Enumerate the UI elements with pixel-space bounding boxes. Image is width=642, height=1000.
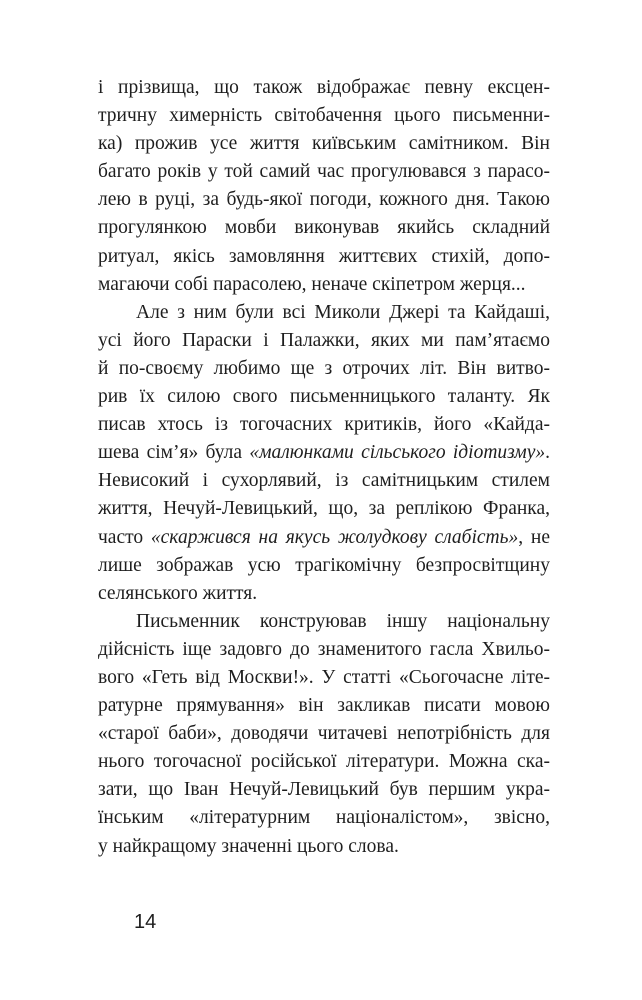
text-line	[98, 552, 550, 580]
paragraph	[98, 299, 550, 608]
text-line	[98, 130, 550, 158]
text-line	[98, 411, 550, 439]
text-line	[98, 636, 550, 664]
text-segment: ритуал, якісь замовляння життєвих стихій, допо-	[98, 245, 550, 267]
text-line	[98, 271, 550, 299]
text-segment: й по-своєму любимо ще з отрочих літ. Він витво-	[98, 357, 550, 379]
text-line	[98, 776, 550, 804]
text-segment: лею в руці, за будь-якої погоди, кожного дня. Такою	[98, 189, 550, 211]
text-segment: нього тогочасної російської літератури. Можна ска-	[98, 751, 550, 773]
text-segment: життя, Нечуй-Левицький, що, за реплікою Франка,	[98, 498, 550, 520]
text-line	[98, 439, 550, 467]
text-line	[98, 299, 550, 327]
text-segment: ка) прожив усе життя київським самітником. Він	[98, 133, 550, 155]
text-line	[98, 102, 550, 130]
text-line	[98, 664, 550, 692]
text-segment: і прізвища, що також відображає певну ексцен-	[98, 77, 550, 98]
text-segment: часто	[98, 526, 151, 548]
text-line	[98, 580, 550, 608]
text-line	[98, 74, 550, 102]
text-segment: усі його Параски і Палажки, яких ми пам’ятаємо	[98, 329, 550, 351]
text-segment: багато років у той самий час прогулювався з парасо-	[98, 161, 550, 183]
text-segment: дійсність іще задовго до знаменитого гасла Хвильо-	[98, 638, 550, 660]
text-line	[98, 158, 550, 186]
text-segment: , не	[518, 526, 550, 548]
text-line	[98, 467, 550, 495]
text-segment: зати, що Іван Нечуй-Левицький був першим укра-	[98, 779, 550, 801]
text-segment: ратурне прямування» він закликав писати мовою	[98, 695, 550, 717]
text-segment: писав хтось із тогочасних критиків, його «Кайда-	[98, 414, 550, 436]
text-line	[98, 214, 550, 242]
text-line	[98, 720, 550, 748]
text-line	[98, 186, 550, 214]
text-line	[98, 804, 550, 832]
text-segment: .	[545, 442, 551, 464]
text-segment: «старої баби», доводячи читачеві непотрібність для	[98, 723, 550, 745]
text-segment: Письменник конструював іншу національну	[136, 610, 550, 632]
text-segment: тричну химерність світобачення цього письменни-	[98, 105, 550, 127]
text-line	[98, 524, 550, 552]
text-line	[98, 355, 550, 383]
text-segment: лише зображав усю трагікомічну безпросвітщину	[98, 554, 550, 576]
text-segment: прогулянкою мовби виконував якийсь складний	[98, 217, 550, 239]
text-line	[98, 608, 550, 636]
text-segment: рив їх силою свого письменницького таланту. Як	[98, 386, 550, 408]
page-number: 14	[134, 911, 157, 933]
text-line	[98, 327, 550, 355]
text-segment: селянського життя.	[98, 582, 258, 604]
text-segment: шева сім’я» була	[98, 442, 250, 464]
text-line	[98, 495, 550, 523]
text-segment: Невисокий і сухорлявий, із самітницьким стилем	[98, 470, 550, 492]
text-line	[98, 243, 550, 271]
text-segment: у найкращому значенні цього слова.	[98, 835, 399, 857]
text-segment: магаючи собі парасолею, неначе скіпетром жерця...	[98, 273, 526, 295]
paragraph	[98, 608, 550, 861]
text-segment: їнським «літературним націоналістом», звісно,	[98, 807, 550, 829]
page-text	[98, 74, 550, 861]
text-line	[98, 692, 550, 720]
text-segment: Але з ним були всі Миколи Джері та Кайдаші,	[136, 301, 550, 323]
paragraph	[98, 74, 550, 299]
text-line	[98, 383, 550, 411]
italic-quote: «скаржився на якусь жолудкову слабість»	[150, 526, 519, 548]
italic-quote: «малюнками сільського ідіотизму»	[249, 442, 546, 464]
text-segment: вого «Геть від Москви!». У статті «Сьогочасне літе-	[98, 666, 550, 688]
text-line	[98, 833, 550, 861]
text-line	[98, 748, 550, 776]
